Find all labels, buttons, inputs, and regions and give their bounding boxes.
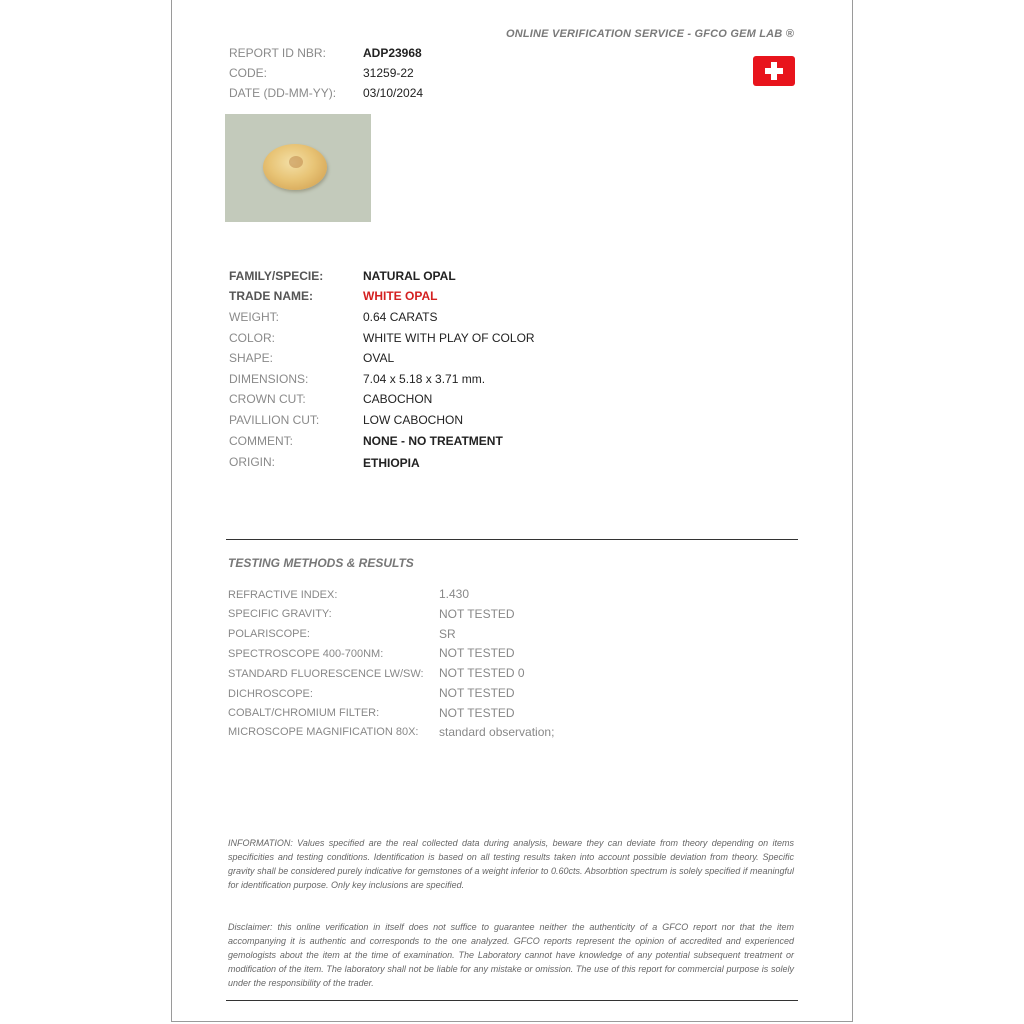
disclaimer-text: Disclaimer: this online verification in itself does not suffice to guarantee neither the authenticity of a GFCO report nor that the item accompanying it is authentic and corresponds to the one analyzed. GFCO reports represent the opinion of accredited and experienced gemologists about the item at the time of examination. The Laboratory cannot have knowledge of any potential subsequent treatment or modification of the item. The laboratory shall not be liable for any mistake or omission. The use of this report for commercial purpose is solely under the responsibility of the trader.	[228, 922, 794, 988]
code-label: CODE:	[229, 66, 268, 80]
divider-bottom	[226, 1000, 798, 1001]
test-value: NOT TESTED	[439, 686, 515, 700]
detail-label-family: FAMILY/SPECIE:	[229, 269, 324, 283]
test-label: SPECTROSCOPE 400-700NM:	[228, 648, 384, 660]
date-value: 03/10/2024	[363, 86, 424, 100]
gem-photo	[225, 114, 371, 222]
detail-value-family: NATURAL OPAL	[363, 269, 456, 283]
date-label: DATE (DD-MM-YY):	[229, 86, 337, 100]
test-label: COBALT/CHROMIUM FILTER:	[228, 707, 380, 719]
detail-label-weight: WEIGHT:	[229, 310, 279, 324]
detail-label-origin: ORIGIN:	[229, 455, 276, 469]
testing-section-title: TESTING METHODS & RESULTS	[228, 556, 414, 570]
detail-value-trade-name: WHITE OPAL	[363, 289, 438, 303]
test-value: standard observation;	[439, 725, 555, 739]
detail-label-pavillion-cut: PAVILLION CUT:	[229, 413, 320, 427]
test-value: NOT TESTED	[439, 607, 515, 621]
information-text: INFORMATION: Values specified are the real collected data during analysis, beware they can deviate from theory depending on items specificities and testing conditions. Identification is based on all testing results taken into account possible deviation from theory. Specific gravity shall be considered purely indicative for gemstones of a weight inferior to 0.60cts. Absorbtion spectrum is solely specified if meaningful for identification purpose. Only key inclusions are specified.	[228, 838, 794, 890]
detail-label-color: COLOR:	[229, 331, 276, 345]
detail-value-comment: NONE - NO TREATMENT	[363, 434, 503, 448]
test-label: SPECIFIC GRAVITY:	[228, 608, 332, 620]
service-title: ONLINE VERIFICATION SERVICE - GFCO GEM LAB ®	[505, 28, 794, 40]
test-value: NOT TESTED	[439, 646, 515, 660]
report-id-label: REPORT ID NBR:	[229, 46, 326, 60]
detail-value-color: WHITE WITH PLAY OF COLOR	[363, 331, 535, 345]
test-value: 1.430	[439, 587, 470, 601]
swiss-flag-icon	[753, 56, 795, 86]
report-id-value: ADP23968	[363, 46, 422, 60]
code-value: 31259-22	[363, 66, 414, 80]
detail-label-dimensions: DIMENSIONS:	[229, 372, 309, 386]
test-label: MICROSCOPE MAGNIFICATION 80X:	[228, 726, 419, 738]
test-label: REFRACTIVE INDEX:	[228, 589, 338, 601]
detail-value-weight: 0.64 CARATS	[363, 310, 438, 324]
detail-label-shape: SHAPE:	[229, 351, 274, 365]
detail-label-trade-name: TRADE NAME:	[229, 289, 313, 303]
divider-top	[226, 539, 798, 540]
detail-value-pavillion-cut: LOW CABOCHON	[363, 413, 464, 427]
detail-value-crown-cut: CABOCHON	[363, 392, 433, 406]
opal-gem-image	[263, 144, 327, 190]
detail-value-shape: OVAL	[363, 351, 395, 365]
test-value: SR	[439, 627, 456, 641]
test-value: NOT TESTED 0	[439, 666, 525, 680]
detail-value-dimensions: 7.04 x 5.18 x 3.71 mm.	[363, 372, 486, 386]
test-label: POLARISCOPE:	[228, 628, 310, 640]
detail-label-crown-cut: CROWN CUT:	[229, 392, 306, 406]
detail-value-origin: ETHIOPIA	[363, 456, 420, 470]
test-value: NOT TESTED	[439, 706, 515, 720]
detail-label-comment: COMMENT:	[229, 434, 293, 448]
report-page	[171, 0, 853, 1022]
test-label: DICHROSCOPE:	[228, 688, 313, 700]
test-label: STANDARD FLUORESCENCE LW/SW:	[228, 668, 424, 680]
